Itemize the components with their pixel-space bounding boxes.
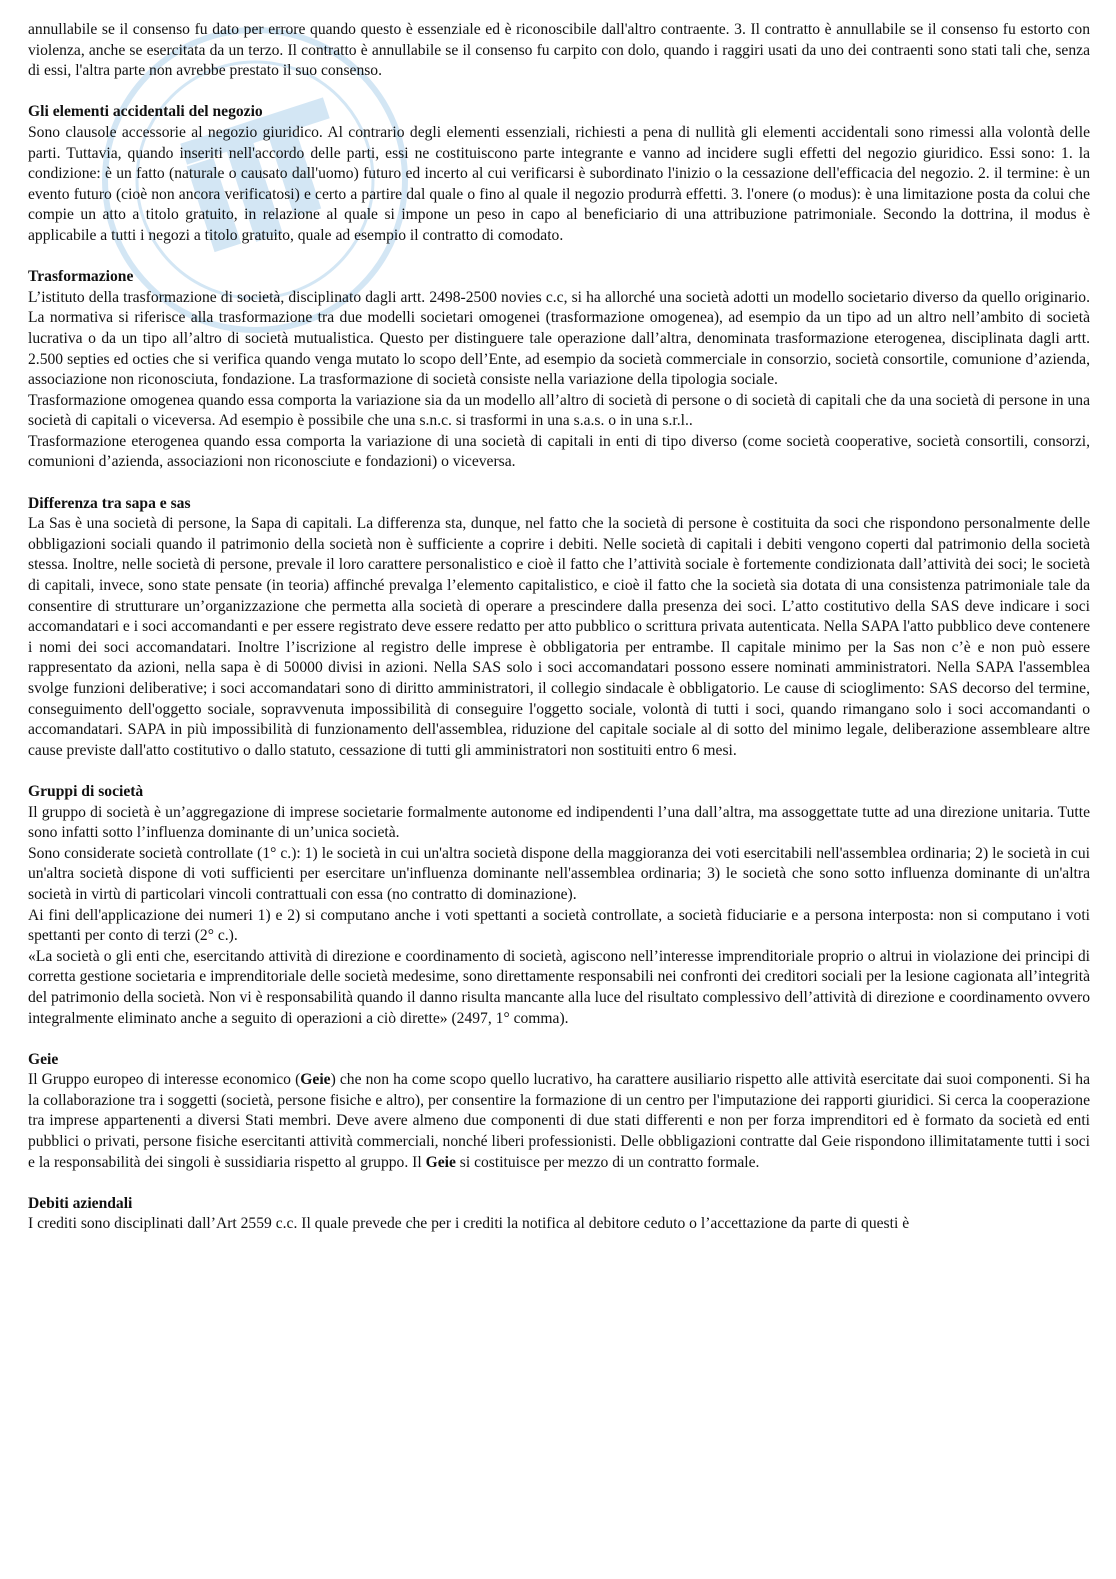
section-gruppi-di-societa	[28, 782, 1090, 1029]
paragraph: Il gruppo di società è un’aggregazione di imprese societarie formalmente autonome ed indipendenti l’una dall’altra, ma assoggettate tutte ad una direzione unitaria. Tutte sono infatti sotto l’influenza dominante di un’unica società.	[28, 803, 1090, 842]
paragraph: Trasformazione omogenea quando essa comporta la variazione sia da un modello all’altro di società di persone o di società di capitali che da una società di persone in una società di capitali o viceversa. Ad esempio è possibile che una s.n.c. si trasformi in una s.a.s. o in una s.r.l..	[28, 391, 1090, 430]
section-heading: Debiti aziendali	[28, 1194, 133, 1212]
section-trasformazione	[28, 267, 1090, 473]
section-heading: Gli elementi accidentali del negozio	[28, 103, 263, 121]
paragraph: Sono considerate società controllate (1° c.): 1) le società in cui un'altra società dispone della maggioranza dei voti esercitabili nell'assemblea ordinaria; 2) le società in cui un'altra società dispone di voti sufficienti per esercitare un'influenza dominante nell'assemblea ordinaria; 3) le società che sono sotto influenza dominante di un'altra società in virtù di particolari vincoli contrattuali con essa (no contratto di dominazione).	[28, 844, 1090, 903]
paragraph: La Sas è una società di persone, la Sapa di capitali. La differenza sta, dunque, nel fatto che la società di persone è costituita da soci che rispondono personalmente delle obbligazioni sociali quando il patrimonio della società non è sufficiente a coprire i debiti. Nelle società di capitali i debiti vengono coperti dal patrimonio della società stessa. Inoltre, nelle società di persone, prevale il loro carattere personalistico e cioè il fatto che l’attività sociale è fortemente condizionata dall’attività dei soci; le società di capitali, invece, sono state pensate (in teoria) affinché prevalga l’elemento capitalistico, e cioè il fatto che la società sia dotata di una consistenza patrimoniale tale da consentire di strutturare un’organizzazione che permetta alla società di operare a prescindere dalla presenza dei soci. L’atto costitutivo della SAS deve indicare i soci accomandatari e i soci accomandanti e per essere registrato deve essere redatto per atto pubblico o scrittura privata autenticata. Nella SAPA l'atto pubblico deve contenere i nomi dei soci accomandatari. Inoltre l’iscrizione al registro delle imprese è obbligatoria per entrambe. Il capitale minimo per la Sas non c’è e non può essere rappresentato da azioni, nella sapa è di 50000 divisi in azioni. Nella SAS solo i soci accomandatari possono essere nominati amministratori. Nella SAPA l'assemblea svolge funzioni deliberative; i soci accomandatari sono di diritto amministratori, il collegio sindacale è obbligatorio. Le cause di scioglimento: SAS decorso del termine, conseguimento dell'oggetto sociale, sopravvenuta impossibilità di conseguire l'oggetto sociale, volontà di tutti i soci, quando rimangano solo i soci accomandanti o accomandatari. SAPA in più impossibilità di funzionamento dell'assemblea, riduzione del capitale sociale al di sotto del minimo legale, deliberazione assembleare altre cause previste dall'atto costitutivo o dallo statuto, cessazione di tutti gli amministratori non sostituiti entro 6 mesi.	[28, 515, 1090, 759]
section-elementi-accidentali	[28, 102, 1090, 246]
section-heading: Gruppi di società	[28, 782, 144, 800]
paragraph: L’istituto della trasformazione di società, disciplinato dagli artt. 2498-2500 novies c.c, si ha allorché una società adotti un modello societario diverso da quello originario. La normativa si riferisce alla trasformazione tra due modelli societari omogenei (trasformazione omogenea), ad esempio da un tipo ad un altro nell’ambito di società lucrativa o da un tipo all’altro di società mutualistica. Questo per distinguere tale operazione dall’altra, denominata trasformazione eterogenea, disciplinata dagli artt. 2.500 septies ed octies che si verifica quando venga mutato lo scopo dell’Ente, ad esempio da società commerciale in consorzio, società consortile, comunione d’azienda, associazione non riconosciuta, fondazione. La trasformazione di società consiste nella variazione della tipologia sociale.	[28, 288, 1090, 389]
section-heading: Differenza tra sapa e sas	[28, 494, 191, 512]
paragraph: Sono clausole accessorie al negozio giuridico. Al contrario degli elementi essenziali, richiesti a pena di nullità gli elementi accidentali sono rimessi alla volontà delle parti. Tuttavia, quando inseriti nell'accordo delle parti, essi ne costituiscono parte integrante e vanno ad incidere sugli effetti del negozio giuridico. Essi sono: 1. la condizione: è un fatto (naturale o causato dall'uomo) futuro ed incerto al cui verificarsi è subordinato l'inizio o la cessazione dell'efficacia del negozio. 2. il termine: è un evento futuro (cioè non ancora verificatosi) e certo a partire dal quale o fino al quale il negozio produrrà effetti. 3. l'onere (o modus): è una limitazione posta da colui che compie un atto a titolo gratuito, in relazione al quale si impone un peso in capo al beneficiario di una attribuzione patrimoniale. Secondo la dottrina, il modus è applicabile a tutti i negozi a titolo gratuito, quale ad esempio il contratto di comodato.	[28, 123, 1090, 244]
bold-term: Geie	[300, 1071, 331, 1089]
text-run: ) che non ha come scopo quello lucrativo, ha carattere ausiliario rispetto alle attività esercitate dai suoi componenti. Si ha la collaborazione tra i soggetti (società, persone fisiche e altro), per consentire la formazione di un centro per l'imputazione dei rapporti giuridici. Si cerca la cooperazione tra imprese appartenenti a diversi Stati membri. Deve avere almeno due componenti di due stati differenti e non per forza imprenditori ed è formato da società ed enti pubblici o privati, persone fisiche esercitanti attività commerciali, nonché liberi professionisti. Delle obbligazioni contratte dal Geie rispondono illimitatamente tutti i soci e la responsabilità dei singoli è sussidiaria rispetto al gruppo. Il	[28, 1071, 1090, 1171]
document-body	[28, 20, 1090, 1235]
paragraph: Ai fini dell'applicazione dei numeri 1) e 2) si computano anche i voti spettanti a società controllate, a società fiduciarie e a persona interposta: non si computano i voti spettanti per conto di terzi (2° c.).	[28, 906, 1090, 945]
section-heading: Trasformazione	[28, 268, 134, 286]
section-debiti-aziendali	[28, 1194, 1090, 1235]
paragraph	[28, 1070, 1090, 1173]
section-heading: Geie	[28, 1050, 59, 1068]
section-sapa-sas	[28, 494, 1090, 762]
section-geie	[28, 1050, 1090, 1174]
text-run: si costituisce per mezzo di un contratto formale.	[455, 1153, 760, 1171]
paragraph: Trasformazione eterogenea quando essa comporta la variazione di una società di capitali in enti di tipo diverso (come società cooperative, società consortili, consorzi, comunioni d’azienda, associazioni non riconosciute e fondazioni) o viceversa.	[28, 432, 1090, 471]
paragraph: «La società o gli enti che, esercitando attività di direzione e coordinamento di società, agiscono nell’interesse imprenditoriale proprio o altrui in violazione dei principi di corretta gestione societaria e imprenditoriale delle società medesime, sono direttamente responsabili nei confronti dei creditori sociali per la lesione cagionata all’integrità del patrimonio della società. Non vi è responsabilità quando il danno risulta mancante alla luce del risultato complessivo dell’attività di direzione e coordinamento ovvero integralmente eliminato anche a seguito di operazioni a ciò dirette» (2497, 1° comma).	[28, 947, 1090, 1027]
bold-term: Geie	[425, 1153, 456, 1171]
text-run: Il Gruppo europeo di interesse economico (	[28, 1071, 301, 1089]
paragraph: I crediti sono disciplinati dall’Art 2559 c.c. Il quale prevede che per i crediti la notifica al debitore ceduto o l’accettazione da parte di questi è	[28, 1215, 910, 1233]
intro-paragraph: annullabile se il consenso fu dato per errore quando questo è essenziale ed è riconoscibile dall'altro contraente. 3. Il contratto è annullabile se il consenso fu estorto con violenza, anche se esercitata da un terzo. Il contratto è annullabile se il consenso fu carpito con dolo, quando i raggiri usati da uno dei contraenti sono stati tali che, senza di essi, l'altra parte non avrebbe prestato il suo consenso.	[28, 21, 1090, 80]
